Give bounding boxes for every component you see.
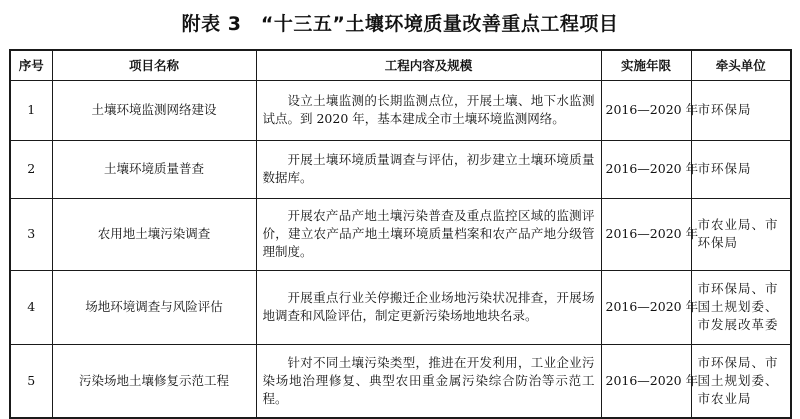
row-content <box>256 270 601 344</box>
row-name: 土壤环境质量普查 <box>52 140 256 198</box>
row-unit: 市环保局 <box>691 80 791 140</box>
row-period: 2016—2020 年 <box>601 198 691 270</box>
row-unit: 市环保局、市国土规划委、市发展改革委 <box>691 270 791 344</box>
page-title: 附表 3 “十三五”土壤环境质量改善重点工程项目 <box>181 13 619 35</box>
row-no: 5 <box>10 344 52 418</box>
row-period: 2016—2020 年 <box>601 80 691 140</box>
row-no: 1 <box>10 80 52 140</box>
table-header-row <box>10 50 791 80</box>
table-row <box>10 198 791 270</box>
row-no: 2 <box>10 140 52 198</box>
row-period: 2016—2020 年 <box>601 140 691 198</box>
row-content <box>256 198 601 270</box>
row-name: 污染场地土壤修复示范工程 <box>52 344 256 418</box>
row-name: 农用地土壤污染调查 <box>52 198 256 270</box>
row-no: 3 <box>10 198 52 270</box>
row-name: 场地环境调查与风险评估 <box>52 270 256 344</box>
header-name: 项目名称 <box>52 50 256 80</box>
row-period: 2016—2020 年 <box>601 344 691 418</box>
row-content <box>256 140 601 198</box>
row-content-text: 设立土壤监测的长期监测点位，开展土壤、地下水监测试点。到 2020 年，基本建成全市土壤环境监测网络。 <box>262 93 595 126</box>
row-content-text: 开展农产品产地土壤污染普查及重点监控区域的监测评价，建立农产品产地土壤环境质量档案和农产品产地分级管理制度。 <box>262 208 595 259</box>
table-row <box>10 140 791 198</box>
row-unit: 市环保局 <box>691 140 791 198</box>
row-name: 土壤环境监测网络建设 <box>52 80 256 140</box>
row-content-text: 开展土壤环境质量调查与评估，初步建立土壤环境质量数据库。 <box>262 152 595 185</box>
header-unit: 牵头单位 <box>691 50 791 80</box>
row-content <box>256 80 601 140</box>
header-no: 序号 <box>10 50 52 80</box>
row-content-text: 开展重点行业关停搬迁企业场地污染状况排查，开展场地调查和风险评估，制定更新污染场地地块名录。 <box>262 290 595 323</box>
table-row <box>10 270 791 344</box>
table-row <box>10 80 791 140</box>
row-no: 4 <box>10 270 52 344</box>
row-content-text: 针对不同土壤污染类型，推进在开发利用，工业企业污染场地治理修复、典型农田重金属污染综合防治等示范工程。 <box>262 354 595 406</box>
row-unit: 市农业局、市环保局 <box>691 198 791 270</box>
project-table <box>9 49 792 419</box>
row-unit: 市环保局、市国土规划委、市农业局 <box>691 344 791 418</box>
header-period: 实施年限 <box>601 50 691 80</box>
header-content: 工程内容及规模 <box>256 50 601 80</box>
row-period: 2016—2020 年 <box>601 270 691 344</box>
